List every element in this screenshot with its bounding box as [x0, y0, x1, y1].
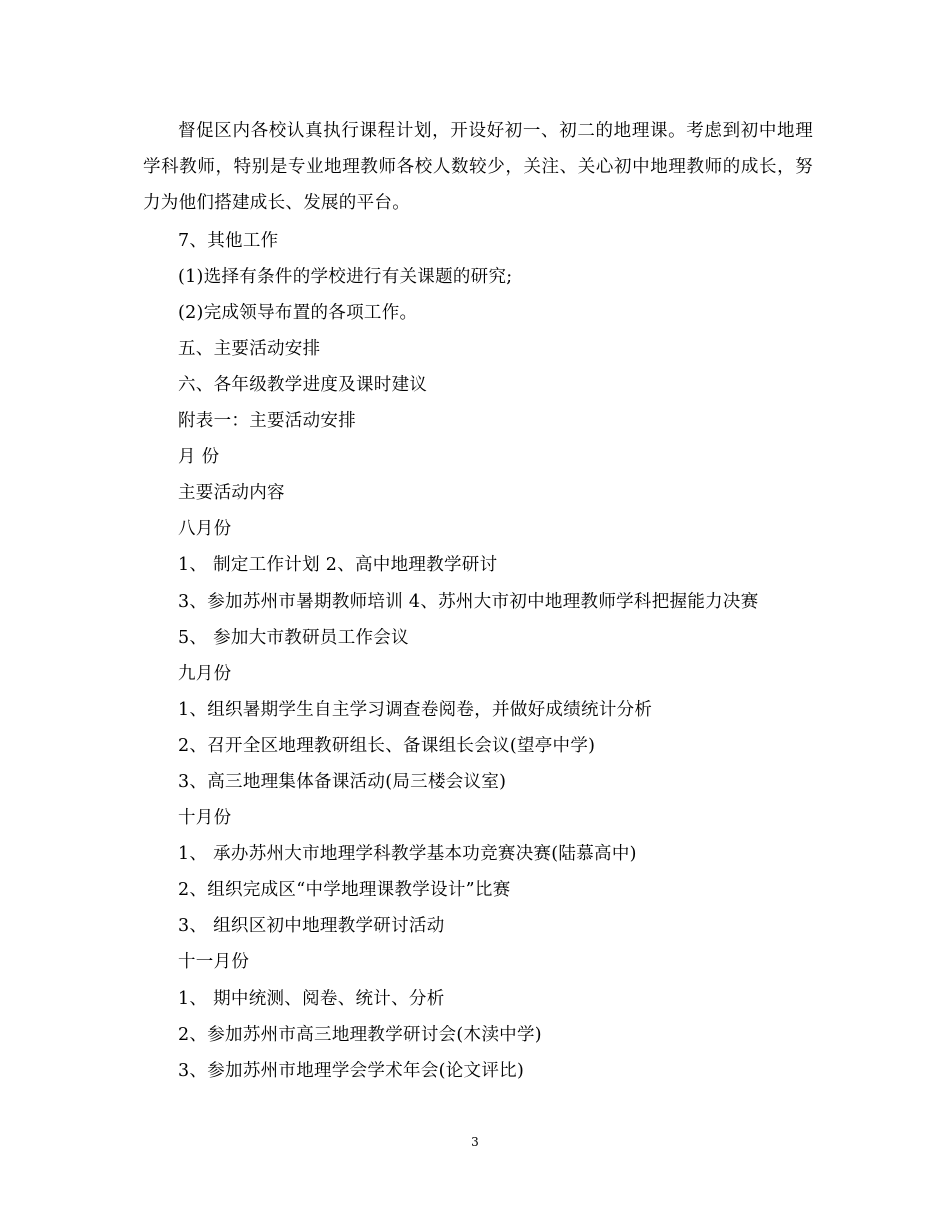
text-line: 7、其他工作	[178, 231, 279, 251]
text-line: (1)选择有条件的学校进行有关课题的研究;	[178, 267, 513, 287]
activity-item: 2、组织完成区“中学地理课教学设计”比赛	[178, 880, 511, 900]
activity-item: 1、组织暑期学生自主学习调查卷阅卷，并做好成绩统计分析	[178, 700, 653, 720]
activity-item: 1、 承办苏州大市地理学科教学基本功竞赛决赛(陆慕高中)	[178, 844, 637, 864]
month-label: 八月份	[178, 519, 232, 539]
activity-item: 5、 参加大市教研员工作会议	[178, 628, 409, 648]
table-header-month: 月 份	[178, 447, 220, 467]
activity-item: 1、 制定工作计划 2、高中地理教学研讨	[178, 555, 498, 575]
activity-item: 1、 期中统测、阅卷、统计、分析	[178, 989, 445, 1009]
text-line: (2)完成领导布置的各项工作。	[178, 303, 418, 323]
month-label: 十一月份	[178, 952, 250, 972]
activity-item: 2、召开全区地理教研组长、备课组长会议(望亭中学)	[178, 736, 596, 756]
month-label: 九月份	[178, 664, 232, 684]
activity-item: 3、参加苏州市地理学会学术年会(论文评比)	[178, 1061, 525, 1081]
activity-item: 3、参加苏州市暑期教师培训 4、苏州大市初中地理教师学科把握能力决赛	[178, 592, 759, 612]
activity-item: 3、高三地理集体备课活动(局三楼会议室)	[178, 772, 507, 792]
intro-paragraph: 督促区内各校认真执行课程计划，开设好初一、初二的地理课。考虑到初中地理学科教师，特别是专业地理教师各校人数较少，关注、关心初中地理教师的成长，努力为他们搭建成长、发展的平台。	[143, 121, 813, 213]
section-heading: 五、主要活动安排	[178, 339, 321, 359]
table-header-content: 主要活动内容	[178, 483, 285, 503]
appendix-title: 附表一：主要活动安排	[178, 411, 356, 431]
activity-item: 3、 组织区初中地理教学研讨活动	[178, 916, 445, 936]
activity-item: 2、参加苏州市高三地理教学研讨会(木渎中学)	[178, 1025, 542, 1045]
section-heading: 六、各年级教学进度及课时建议	[178, 375, 428, 395]
month-label: 十月份	[178, 808, 232, 828]
page-number: 3	[471, 1135, 479, 1149]
